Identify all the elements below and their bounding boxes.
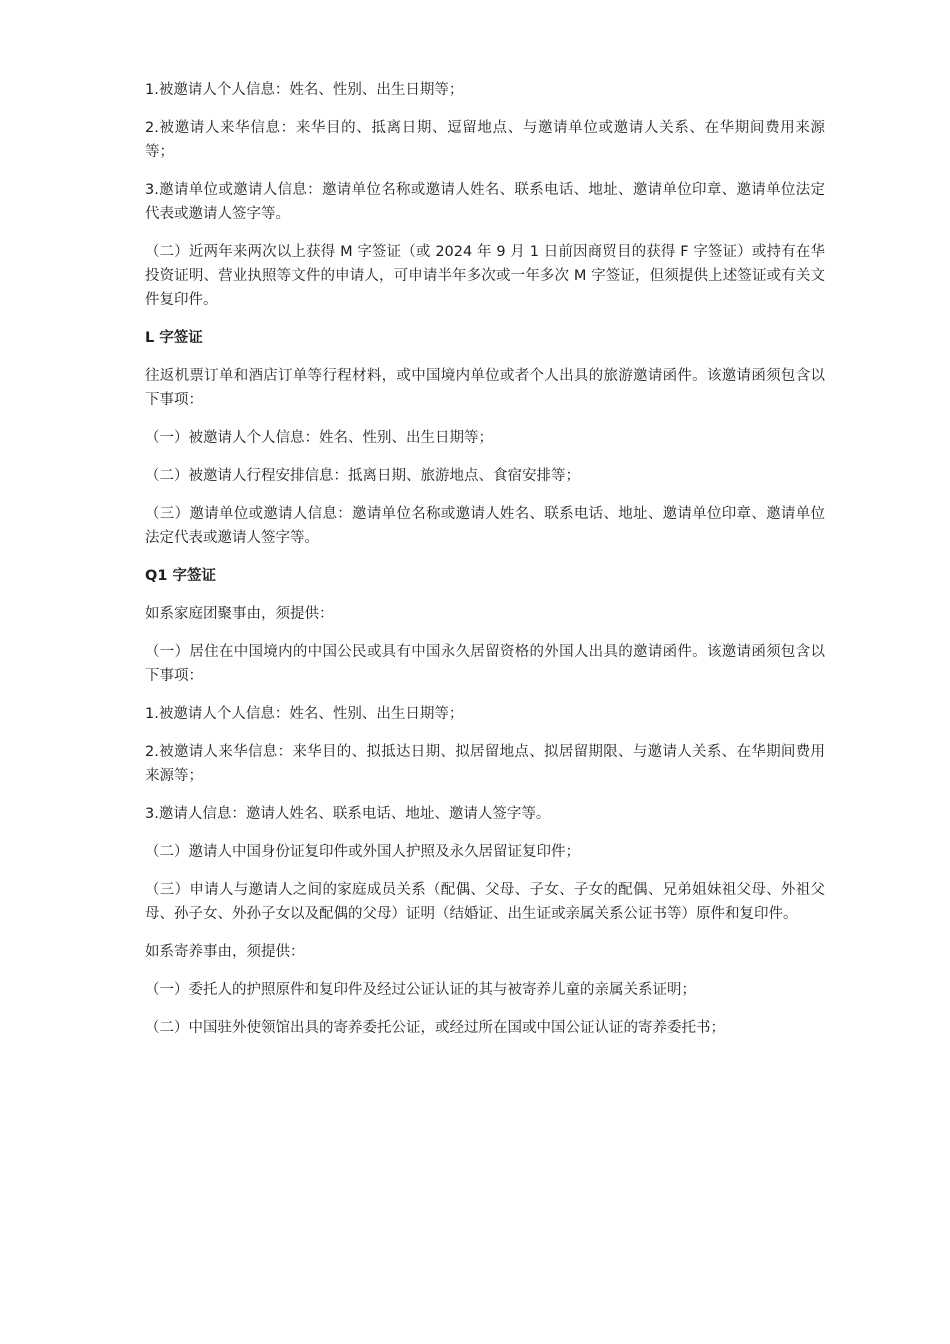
paragraph: （一）居住在中国境内的中国公民或具有中国永久居留资格的外国人出具的邀请函件。该邀请函须包含以下事项： bbox=[145, 644, 825, 684]
section-heading: L 字签证 bbox=[145, 330, 203, 346]
paragraph: 如系寄养事由，须提供： bbox=[145, 944, 305, 960]
paragraph: 2.被邀请人来华信息：来华目的、抵离日期、逗留地点、与邀请单位或邀请人关系、在华期间费用来源等； bbox=[145, 120, 825, 160]
paragraph: 3.邀请单位或邀请人信息：邀请单位名称或邀请人姓名、联系电话、地址、邀请单位印章、邀请单位法定代表或邀请人签字等。 bbox=[145, 182, 825, 222]
document-page bbox=[145, 78, 825, 1054]
paragraph: （二）近两年来两次以上获得 M 字签证（或 2024 年 9 月 1 日前因商贸目的获得 F 字签证）或持有在华投资证明、营业执照等文件的申请人，可申请半年多次或一年多次 M 字签证，但须提供上述签证或有关文件复印件。 bbox=[145, 244, 825, 308]
paragraph: （二）被邀请人行程安排信息：抵离日期、旅游地点、食宿安排等； bbox=[145, 468, 580, 484]
paragraph: （三）申请人与邀请人之间的家庭成员关系（配偶、父母、子女、子女的配偶、兄弟姐妹祖父母、外祖父母、孙子女、外孙子女以及配偶的父母）证明（结婚证、出生证或亲属关系公证书等）原件和复印件。 bbox=[145, 882, 825, 922]
paragraph: 1.被邀请人个人信息：姓名、性别、出生日期等； bbox=[145, 706, 464, 722]
paragraph: 如系家庭团聚事由，须提供： bbox=[145, 606, 334, 622]
paragraph: 1.被邀请人个人信息：姓名、性别、出生日期等； bbox=[145, 82, 464, 98]
paragraph: （三）邀请单位或邀请人信息：邀请单位名称或邀请人姓名、联系电话、地址、邀请单位印章、邀请单位法定代表或邀请人签字等。 bbox=[145, 506, 825, 546]
paragraph: （二）邀请人中国身份证复印件或外国人护照及永久居留证复印件； bbox=[145, 844, 580, 860]
section-heading: Q1 字签证 bbox=[145, 568, 216, 584]
paragraph: （一）被邀请人个人信息：姓名、性别、出生日期等； bbox=[145, 430, 493, 446]
paragraph: 3.邀请人信息：邀请人姓名、联系电话、地址、邀请人签字等。 bbox=[145, 806, 551, 822]
paragraph: 往返机票订单和酒店订单等行程材料，或中国境内单位或者个人出具的旅游邀请函件。该邀请函须包含以下事项： bbox=[145, 368, 825, 408]
paragraph: （二）中国驻外使领馆出具的寄养委托公证，或经过所在国或中国公证认证的寄养委托书； bbox=[145, 1020, 725, 1036]
paragraph: 2.被邀请人来华信息：来华目的、拟抵达日期、拟居留地点、拟居留期限、与邀请人关系、在华期间费用来源等； bbox=[145, 744, 825, 784]
paragraph: （一）委托人的护照原件和复印件及经过公证认证的其与被寄养儿童的亲属关系证明； bbox=[145, 982, 696, 998]
